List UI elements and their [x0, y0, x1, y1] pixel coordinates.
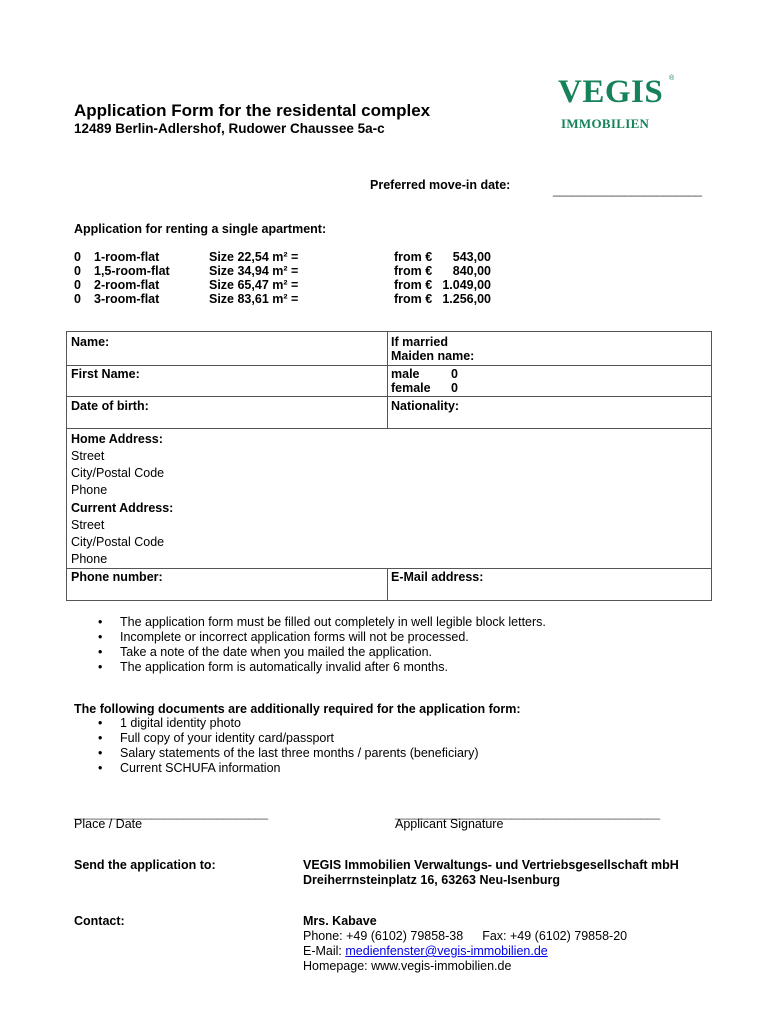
- maiden-name-field[interactable]: Maiden name:: [391, 349, 475, 363]
- document-title: Application Form for the residental complex: [74, 101, 431, 120]
- bullet-icon: •: [98, 615, 103, 629]
- phone-number-field[interactable]: Phone number:: [71, 570, 163, 584]
- send-to-address: [303, 858, 679, 888]
- home-city-field[interactable]: City/Postal Code: [71, 466, 165, 480]
- place-date-label: Place / Date: [74, 817, 143, 831]
- apartment-price: 1.049,00: [442, 278, 491, 292]
- contact-phone-fax: [303, 929, 627, 944]
- apartment-from: from €: [394, 250, 433, 264]
- applicant-form-table: [66, 331, 712, 601]
- document-text: Current SCHUFA information: [120, 761, 281, 775]
- apartment-size: Size 65,47 m² =: [209, 278, 299, 292]
- contact-phone: Phone: +49 (6102) 79858-38: [303, 929, 464, 943]
- apartment-price: 840,00: [452, 264, 491, 278]
- document-text: Salary statements of the last three months / parents (beneficiary): [120, 746, 479, 760]
- row-divider: [67, 428, 711, 429]
- contact-name: Mrs. Kabave: [303, 914, 377, 928]
- male-checkbox[interactable]: 0: [451, 367, 458, 381]
- row-divider: [67, 396, 711, 397]
- note-text: Incomplete or incorrect application forms will not be processed.: [120, 630, 469, 644]
- apartment-checkbox[interactable]: 0: [74, 278, 81, 292]
- list-item: [98, 660, 546, 675]
- contact-details: [303, 914, 627, 974]
- bullet-icon: •: [98, 746, 103, 760]
- current-city-field[interactable]: City/Postal Code: [71, 535, 165, 549]
- renting-title: Application for renting a single apartment:: [74, 222, 327, 236]
- gender-male-option[interactable]: [391, 367, 511, 381]
- document-subtitle: 12489 Berlin-Adlershof, Rudower Chaussee 5a-c: [74, 121, 385, 136]
- email-link[interactable]: medienfenster@vegis-immobilien.de: [345, 944, 548, 958]
- current-street-field[interactable]: Street: [71, 518, 105, 532]
- column-divider: [387, 332, 388, 428]
- home-phone-field[interactable]: Phone: [71, 483, 108, 497]
- company-name: VEGIS Immobilien Verwaltungs- und Vertriebsgesellschaft mbH: [303, 858, 679, 872]
- apartment-from: from €: [394, 278, 433, 292]
- apartment-checkbox[interactable]: 0: [74, 292, 81, 306]
- notes-list: [98, 615, 546, 675]
- list-item: [98, 716, 479, 731]
- gender-female-option[interactable]: [391, 381, 511, 395]
- apartment-size: Size 34,94 m² =: [209, 264, 299, 278]
- row-divider: [67, 568, 711, 569]
- move-in-label: Preferred move-in date:: [370, 178, 511, 192]
- apartment-price: 1.256,00: [442, 292, 491, 306]
- bullet-icon: •: [98, 660, 103, 674]
- email-label: E-Mail:: [303, 944, 346, 958]
- bullet-icon: •: [98, 716, 103, 730]
- place-date-field[interactable]: ______________________________: [74, 806, 268, 820]
- contact-homepage: Homepage: www.vegis-immobilien.de: [303, 959, 512, 973]
- list-item: [98, 615, 546, 630]
- name-field[interactable]: Name:: [71, 335, 110, 349]
- home-address-heading: Home Address:: [71, 432, 163, 446]
- bullet-icon: •: [98, 630, 103, 644]
- contact-email-row: [303, 944, 627, 959]
- apartment-type: 1-room-flat: [94, 250, 160, 264]
- list-item: [98, 761, 479, 776]
- current-phone-field[interactable]: Phone: [71, 552, 108, 566]
- if-married-label: If married: [391, 335, 448, 349]
- vegis-logo: [556, 72, 684, 136]
- logo-wordmark: VEGIS: [558, 74, 664, 110]
- contact-fax: Fax: +49 (6102) 79858-20: [482, 929, 628, 943]
- female-label: female: [391, 381, 431, 395]
- signature-field[interactable]: _________________________________________: [395, 806, 660, 820]
- home-street-field[interactable]: Street: [71, 449, 105, 463]
- apartment-checkbox[interactable]: 0: [74, 250, 81, 264]
- bullet-icon: •: [98, 761, 103, 775]
- registered-mark: ®: [669, 75, 675, 82]
- list-item: [98, 645, 546, 660]
- documents-heading: The following documents are additionally required for the application form:: [74, 702, 521, 716]
- move-in-field[interactable]: _______________________: [553, 183, 702, 197]
- apartment-price: 543,00: [452, 250, 491, 264]
- note-text: Take a note of the date when you mailed the application.: [120, 645, 433, 659]
- apartment-type: 3-room-flat: [94, 292, 160, 306]
- document-text: 1 digital identity photo: [120, 716, 241, 730]
- list-item: [98, 746, 479, 761]
- first-name-field[interactable]: First Name:: [71, 367, 140, 381]
- apartment-type: 2-room-flat: [94, 278, 160, 292]
- date-of-birth-field[interactable]: Date of birth:: [71, 399, 149, 413]
- list-item: [98, 731, 479, 746]
- list-item: [98, 630, 546, 645]
- apartment-from: from €: [394, 264, 433, 278]
- contact-label: Contact:: [74, 914, 125, 928]
- apartment-checkbox[interactable]: 0: [74, 264, 81, 278]
- current-address-heading: Current Address:: [71, 501, 174, 515]
- document-text: Full copy of your identity card/passport: [120, 731, 334, 745]
- logo-subtitle: IMMOBILIEN: [561, 116, 650, 131]
- note-text: The application form is automatically invalid after 6 months.: [120, 660, 448, 674]
- apartment-type: 1,5-room-flat: [94, 264, 170, 278]
- send-to-label: Send the application to:: [74, 858, 216, 872]
- apartment-from: from €: [394, 292, 433, 306]
- company-address: Dreiherrnsteinplatz 16, 63263 Neu-Isenburg: [303, 873, 561, 887]
- documents-list: [98, 716, 479, 776]
- apartment-size: Size 83,61 m² =: [209, 292, 299, 306]
- apartment-size: Size 22,54 m² =: [209, 250, 299, 264]
- bullet-icon: •: [98, 645, 103, 659]
- column-divider: [387, 568, 388, 601]
- nationality-field[interactable]: Nationality:: [391, 399, 460, 413]
- row-divider: [67, 365, 711, 366]
- bullet-icon: •: [98, 731, 103, 745]
- female-checkbox[interactable]: 0: [451, 381, 458, 395]
- signature-label: Applicant Signature: [395, 817, 504, 831]
- note-text: The application form must be filled out completely in well legible block letters.: [120, 615, 546, 629]
- email-address-field[interactable]: E-Mail address:: [391, 570, 484, 584]
- male-label: male: [391, 367, 420, 381]
